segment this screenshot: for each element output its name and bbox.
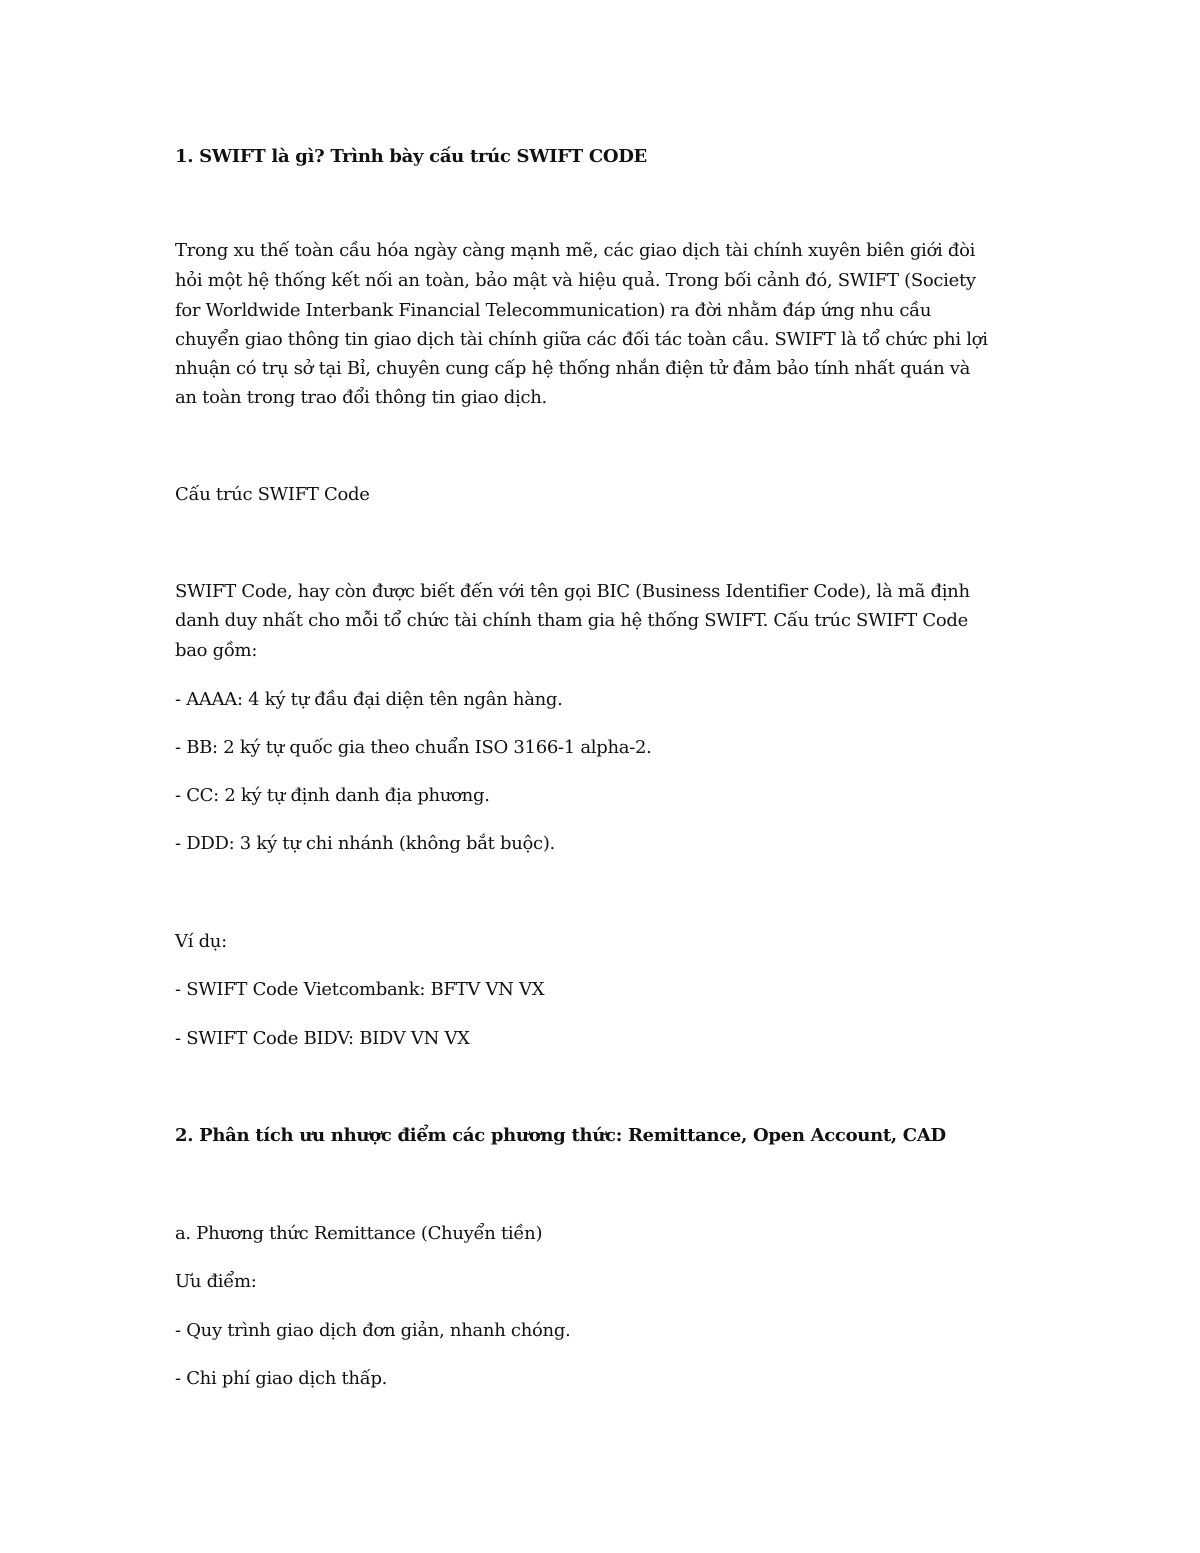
example-vietcombank: - SWIFT Code Vietcombank: BFTV VN VX xyxy=(175,979,545,1000)
structure-item-cc: - CC: 2 ký tự định danh địa phương. xyxy=(175,785,490,806)
intro-line-4: chuyển giao thông tin giao dịch tài chính giữa các đối tác toàn cầu. SWIFT là tổ chức phi lợi xyxy=(175,329,988,350)
definition-line-2: danh duy nhất cho mỗi tổ chức tài chính tham gia hệ thống SWIFT. Cấu trúc SWIFT Code xyxy=(175,610,969,631)
section-2-heading: 2. Phân tích ưu nhược điểm các phương thức: Remittance, Open Account, CAD xyxy=(175,1125,946,1146)
advantages-label: Ưu điểm: xyxy=(175,1271,257,1292)
definition-line-1: SWIFT Code, hay còn được biết đến với tên gọi BIC (Business Identifier Code), là mã định xyxy=(175,581,970,602)
structure-subheading: Cấu trúc SWIFT Code xyxy=(175,484,370,505)
intro-line-2: hỏi một hệ thống kết nối an toàn, bảo mật và hiệu quả. Trong bối cảnh đó, SWIFT (Society xyxy=(175,270,976,291)
section-1-heading: 1. SWIFT là gì? Trình bày cấu trúc SWIFT CODE xyxy=(175,146,647,167)
advantage-item-1: - Quy trình giao dịch đơn giản, nhanh chóng. xyxy=(175,1320,571,1341)
advantage-item-2: - Chi phí giao dịch thấp. xyxy=(175,1368,388,1389)
example-label: Ví dụ: xyxy=(175,931,227,952)
structure-item-aaaa: - AAAA: 4 ký tự đầu đại diện tên ngân hàng. xyxy=(175,689,563,710)
structure-item-ddd: - DDD: 3 ký tự chi nhánh (không bắt buộc). xyxy=(175,833,555,854)
remittance-subheading: a. Phương thức Remittance (Chuyển tiền) xyxy=(175,1223,543,1244)
structure-item-bb: - BB: 2 ký tự quốc gia theo chuẩn ISO 3166-1 alpha-2. xyxy=(175,737,652,758)
definition-line-3: bao gồm: xyxy=(175,640,258,661)
intro-line-6: an toàn trong trao đổi thông tin giao dịch. xyxy=(175,387,547,408)
intro-line-1: Trong xu thế toàn cầu hóa ngày càng mạnh mẽ, các giao dịch tài chính xuyên biên giới đòi xyxy=(175,240,976,261)
intro-line-3: for Worldwide Interbank Financial Telecommunication) ra đời nhằm đáp ứng nhu cầu xyxy=(175,300,932,321)
intro-line-5: nhuận có trụ sở tại Bỉ, chuyên cung cấp hệ thống nhắn điện tử đảm bảo tính nhất quán và xyxy=(175,358,971,379)
example-bidv: - SWIFT Code BIDV: BIDV VN VX xyxy=(175,1028,470,1049)
